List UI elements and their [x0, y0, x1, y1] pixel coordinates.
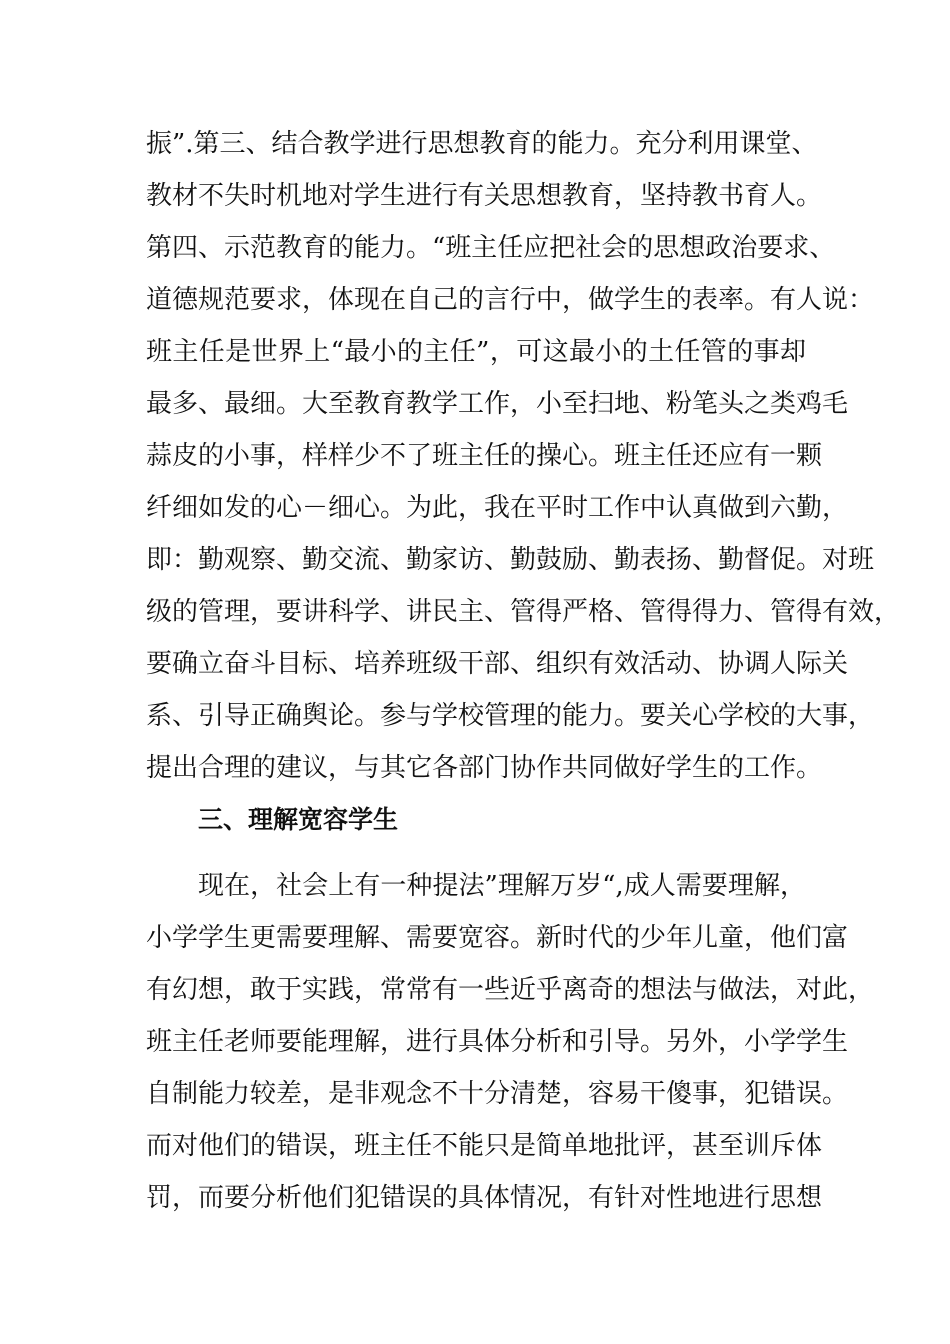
paragraph-line: 教材不失时机地对学生进行有关思想教育，坚持教书育人。 — [146, 181, 823, 211]
paragraph-line: 班主任是世界上“最小的主任”，可这最小的土任管的事却 — [146, 337, 806, 367]
paragraph-line: 系、引导正确舆论。参与学校管理的能力。要关心学校的大事， — [146, 701, 875, 731]
paragraph-line: 道德规范要求，体现在自己的言行中，做学生的表率。有人说： — [146, 285, 875, 315]
paragraph-line: 提出合理的建议，与其它各部门协作共同做好学生的工作。 — [146, 753, 823, 783]
paragraph-line: 最多、最细。大至教育教学工作，小至扫地、粉笔头之类鸡毛 — [146, 389, 849, 419]
paragraph-line: 自制能力较差，是非观念不十分清楚，容易干傻事，犯错误。 — [146, 1079, 849, 1109]
paragraph-line: 而对他们的错误，班主任不能只是简单地批评，甚至训斥体 — [146, 1131, 823, 1161]
paragraph-line: 级的管理，要讲科学、讲民主、管得严格、管得得力、管得有效， — [146, 597, 901, 627]
paragraph-line: 蒜皮的小事，样样少不了班主任的操心。班主任还应有一颗 — [146, 441, 823, 471]
section-heading: 三、理解宽容学生 — [198, 805, 399, 834]
paragraph-line: 现在，社会上有一种提法”理解万岁“,成人需要理解， — [198, 871, 806, 901]
paragraph-line: 罚，而要分析他们犯错误的具体情况，有针对性地进行思想 — [146, 1183, 823, 1213]
paragraph-line: 班主任老师要能理解，进行具体分析和引导。另外，小学学生 — [146, 1027, 849, 1057]
paragraph-line: 第四、示范教育的能力。“班主任应把社会的思想政治要求、 — [146, 233, 836, 263]
paragraph-line: 小学学生更需要理解、需要宽容。新时代的少年儿童，他们富 — [146, 923, 849, 953]
paragraph-line: 即：勤观察、勤交流、勤家访、勤鼓励、勤表扬、勤督促。对班 — [146, 545, 875, 575]
paragraph-line: 要确立奋斗目标、培养班级干部、组织有效活动、协调人际关 — [146, 649, 849, 679]
paragraph-line: 振”.第三、结合教学进行思想教育的能力。充分利用课堂、 — [146, 129, 818, 159]
paragraph-line: 有幻想，敢于实践，常常有一些近乎离奇的想法与做法，对此， — [146, 975, 875, 1005]
paragraph-line: 纤细如发的心－细心。为此，我在平时工作中认真做到六勤， — [146, 493, 849, 523]
